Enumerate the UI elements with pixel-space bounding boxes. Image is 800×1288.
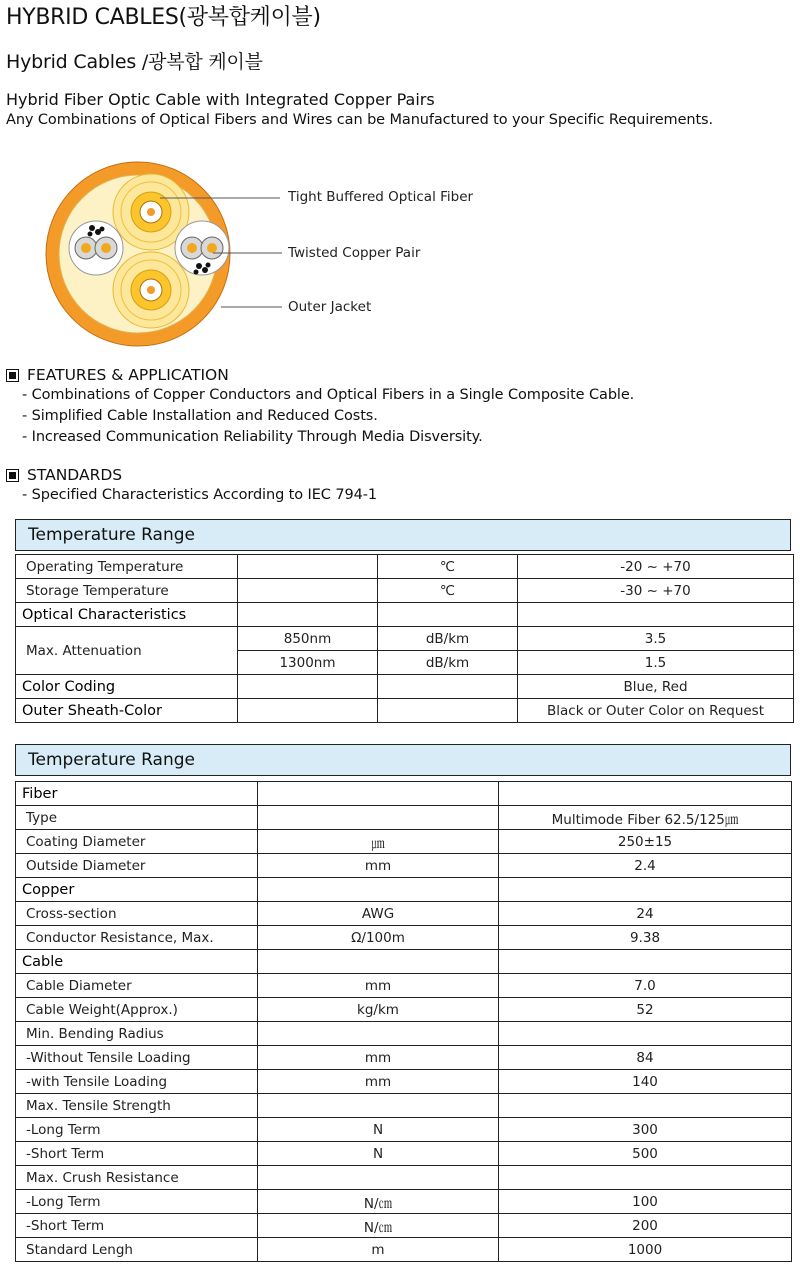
row-unit: Ω/100m: [258, 926, 499, 950]
row-value: 84: [499, 1046, 792, 1070]
row-unit: ℃: [378, 555, 518, 579]
row-unit: N: [258, 1118, 499, 1142]
feature-item: - Increased Communication Reliability Through Media Disversity.: [22, 429, 483, 445]
row-value: Black or Outer Color on Request: [518, 699, 794, 723]
table-row: [16, 854, 792, 878]
table-row: [16, 998, 792, 1022]
row-unit: mm: [258, 854, 499, 878]
table-row: [16, 782, 792, 806]
group-label: Copper: [16, 878, 258, 902]
table-row: [16, 699, 794, 723]
spec-table-1: [15, 554, 794, 723]
row-unit: [378, 699, 518, 723]
table-row: [16, 1094, 792, 1118]
row-unit: mm: [258, 974, 499, 998]
table1-header: Temperature Range: [15, 519, 791, 551]
row-value: 2.4: [499, 854, 792, 878]
row-spec: 850nm: [238, 627, 378, 651]
table-row: [16, 579, 794, 603]
table-row: [16, 627, 794, 651]
row-value: [499, 1166, 792, 1190]
row-value: 100: [499, 1190, 792, 1214]
table-row: [16, 830, 792, 854]
table-row: [16, 1118, 792, 1142]
row-value: 3.5: [518, 627, 794, 651]
row-value: Multimode Fiber 62.5/125㎛: [499, 806, 792, 830]
row-label: Cable Diameter: [16, 974, 258, 998]
row-value: 1.5: [518, 651, 794, 675]
row-label: Type: [16, 806, 258, 830]
table-row: [16, 974, 792, 998]
table-row: [16, 1214, 792, 1238]
row-spec: [238, 579, 378, 603]
row-label: Conductor Resistance, Max.: [16, 926, 258, 950]
table-row: [16, 1166, 792, 1190]
page-title: HYBRID CABLES(광복합케이블): [6, 5, 321, 30]
row-unit: ℃: [378, 579, 518, 603]
row-value: 200: [499, 1214, 792, 1238]
row-label: Max. Crush Resistance: [16, 1166, 258, 1190]
row-unit: ㎛: [258, 830, 499, 854]
callout-fiber: Tight Buffered Optical Fiber: [288, 189, 474, 205]
row-label: Outside Diameter: [16, 854, 258, 878]
feature-item: - Simplified Cable Installation and Reduced Costs.: [22, 408, 378, 424]
spec-table-2: [15, 781, 792, 1262]
table-row: [16, 1046, 792, 1070]
row-spec: 1300nm: [238, 651, 378, 675]
row-spec: [238, 555, 378, 579]
row-unit: N: [258, 1142, 499, 1166]
row-value: [499, 1022, 792, 1046]
row-value: 24: [499, 902, 792, 926]
row-spec: [238, 675, 378, 699]
row-label: Standard Lengh: [16, 1238, 258, 1262]
row-value: [499, 1094, 792, 1118]
table-row: [16, 603, 794, 627]
table-row: [16, 1238, 792, 1262]
row-label: -Without Tensile Loading: [16, 1046, 258, 1070]
group-label: Optical Characteristics: [16, 603, 238, 627]
table-row: [16, 675, 794, 699]
row-value: -20 ~ +70: [518, 555, 794, 579]
row-unit: [258, 1022, 499, 1046]
callout-outer-jacket: Outer Jacket: [288, 299, 372, 315]
row-value: 140: [499, 1070, 792, 1094]
table-row: [16, 926, 792, 950]
row-label: -with Tensile Loading: [16, 1070, 258, 1094]
sub-title: Hybrid Cables /광복합 케이블: [6, 51, 263, 73]
row-value: 7.0: [499, 974, 792, 998]
row-value: 250±15: [499, 830, 792, 854]
row-unit: m: [258, 1238, 499, 1262]
row-label: Operating Temperature: [16, 555, 238, 579]
table-row: [16, 1022, 792, 1046]
square-bullet-icon: [6, 369, 19, 382]
group-label: Fiber: [16, 782, 258, 806]
row-unit: kg/km: [258, 998, 499, 1022]
row-unit: [258, 1094, 499, 1118]
row-label: -Short Term: [16, 1142, 258, 1166]
features-heading: FEATURES & APPLICATION: [6, 366, 229, 384]
row-label: Cross-section: [16, 902, 258, 926]
row-value: 300: [499, 1118, 792, 1142]
row-unit: N/㎝: [258, 1190, 499, 1214]
row-unit: [258, 806, 499, 830]
row-label: Max. Attenuation: [16, 627, 238, 675]
row-label: Coating Diameter: [16, 830, 258, 854]
table-row: [16, 878, 792, 902]
table-row: [16, 1142, 792, 1166]
row-label: Min. Bending Radius: [16, 1022, 258, 1046]
row-unit: AWG: [258, 902, 499, 926]
row-unit: mm: [258, 1070, 499, 1094]
product-description: Any Combinations of Optical Fibers and Wires can be Manufactured to your Specific Requirements.: [6, 112, 714, 128]
row-value: 1000: [499, 1238, 792, 1262]
row-label: -Short Term: [16, 1214, 258, 1238]
row-spec: [238, 699, 378, 723]
callout-copper-pair: Twisted Copper Pair: [288, 245, 421, 261]
table-row: [16, 806, 792, 830]
row-value: Blue, Red: [518, 675, 794, 699]
row-value: 52: [499, 998, 792, 1022]
row-label: -Long Term: [16, 1190, 258, 1214]
row-unit: [258, 1166, 499, 1190]
square-bullet-icon: [6, 469, 19, 482]
row-label: Storage Temperature: [16, 579, 238, 603]
row-value: 500: [499, 1142, 792, 1166]
row-value: -30 ~ +70: [518, 579, 794, 603]
table-row: [16, 902, 792, 926]
group-label: Cable: [16, 950, 258, 974]
row-label: -Long Term: [16, 1118, 258, 1142]
row-label: Outer Sheath-Color: [16, 699, 238, 723]
row-label: Color Coding: [16, 675, 238, 699]
row-unit: dB/km: [378, 651, 518, 675]
callout-lines: [0, 150, 300, 320]
table-row: [16, 555, 794, 579]
row-unit: N/㎝: [258, 1214, 499, 1238]
table-row: [16, 1190, 792, 1214]
row-unit: mm: [258, 1046, 499, 1070]
table-row: [16, 950, 792, 974]
product-name: Hybrid Fiber Optic Cable with Integrated Copper Pairs: [6, 90, 435, 109]
table-row: [16, 1070, 792, 1094]
row-label: Max. Tensile Strength: [16, 1094, 258, 1118]
table2-header: Temperature Range: [15, 744, 791, 776]
row-unit: dB/km: [378, 627, 518, 651]
feature-item: - Combinations of Copper Conductors and Optical Fibers in a Single Composite Cable.: [22, 387, 635, 403]
row-value: 9.38: [499, 926, 792, 950]
row-unit: [378, 675, 518, 699]
standards-heading: STANDARDS: [6, 466, 122, 484]
row-label: Cable Weight(Approx.): [16, 998, 258, 1022]
standards-item: - Specified Characteristics According to IEC 794-1: [22, 487, 377, 503]
